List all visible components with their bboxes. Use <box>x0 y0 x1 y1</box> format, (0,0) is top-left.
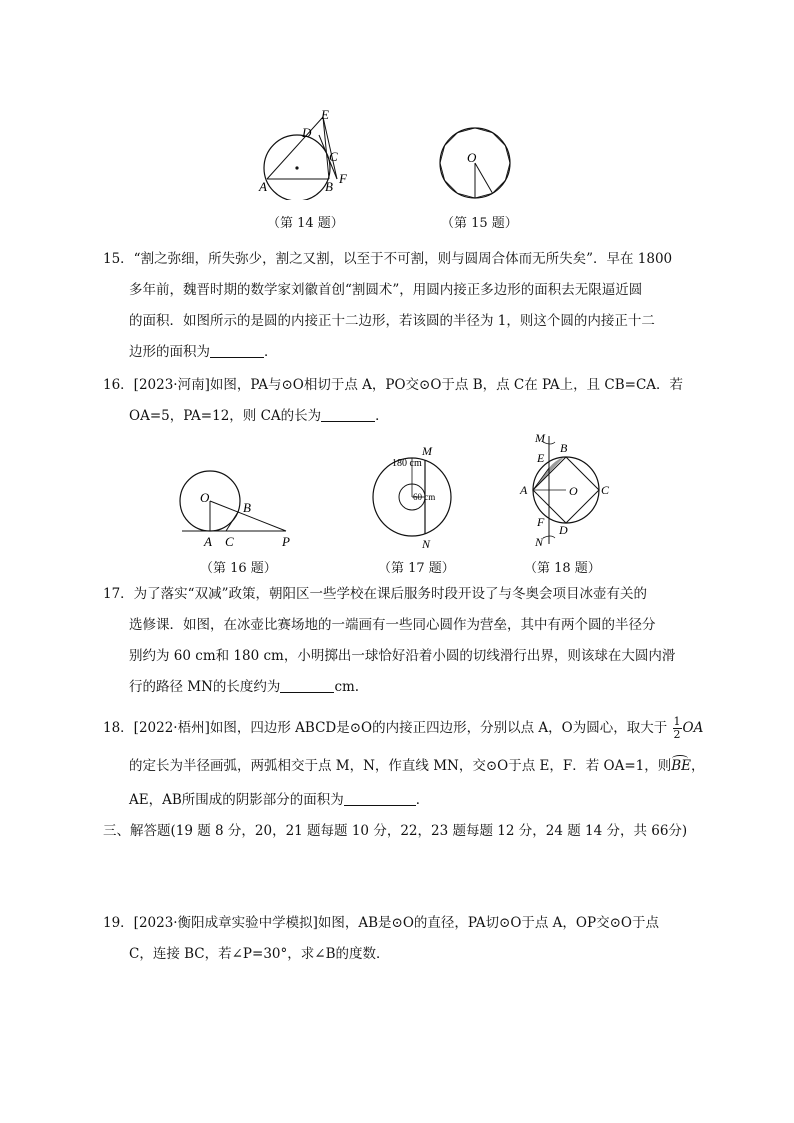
label-D: D <box>559 523 568 537</box>
q18-frac-num: 1 <box>673 715 681 728</box>
q18-line2 <box>129 754 705 774</box>
label-r-small: 60 cm <box>413 492 436 502</box>
q16-answer-blank[interactable] <box>321 407 375 422</box>
q17-line1: 17．为了落实“双减”政策，朝阳区一些学校在课后服务时段开设了与冬奥会项目冰壶有关的 <box>103 586 647 602</box>
caption-15: （第 15 题） <box>441 216 518 231</box>
q15-line4-end: ． <box>264 344 278 360</box>
label-C: C <box>225 534 234 549</box>
q18-answer-blank[interactable] <box>344 791 416 806</box>
label-B: B <box>325 179 333 194</box>
label-N: N <box>535 535 544 549</box>
q17-line3: 别约为 60 cm和 180 cm，小明掷出一球恰好沿着小圆的切线滑行出界，则该球在大圆内滑 <box>129 648 676 664</box>
q17-line2: 选修课．如图，在冰壶比赛场地的一端画有一些同心圆作为营垒，其中有两个圆的半径分 <box>129 617 656 633</box>
caption-18: （第 18 题） <box>524 561 601 576</box>
q18-line3-end: ． <box>415 792 430 808</box>
q18-frac-den: 2 <box>673 728 681 741</box>
label-N: N <box>422 537 431 551</box>
q18-line1-text: 18．[2022·梧州]如图，四边形 ABCD是⊙O的内接正四边形，分别以点 A，O为圆心，取大于 <box>103 720 668 736</box>
q18-fraction <box>673 716 682 741</box>
label-B: B <box>243 500 251 515</box>
label-A: A <box>520 483 528 497</box>
label-C: C <box>601 483 610 497</box>
figure-14 <box>255 105 365 200</box>
figure-17 <box>370 442 480 552</box>
q18-line3 <box>129 788 429 808</box>
q17-answer-blank[interactable] <box>280 678 334 693</box>
q17-line4-end: cm. <box>334 679 360 695</box>
q15-line2: 多年前，魏晋时期的数学家刘徽首创“割圆术”，用圆内接正多边形的面积去无限逼近圆 <box>129 282 643 298</box>
label-O: O <box>200 490 210 505</box>
label-A: A <box>204 534 212 549</box>
q19-line2: C，连接 BC，若∠P=30°，求∠B的度数． <box>129 946 390 962</box>
figure-16 <box>176 468 296 550</box>
q16-line2 <box>129 404 389 424</box>
label-O: O <box>569 484 578 498</box>
q16-line2-end: ． <box>375 408 389 424</box>
q17-line4-text: 行的路径 MN的长度约为 <box>129 679 281 695</box>
caption-14: （第 14 题） <box>267 216 344 231</box>
q18-line1 <box>103 716 703 741</box>
q15-line1: 15．“割之弥细，所失弥少，割之又割，以至于不可割，则与圆周合体而无所失矣”．早在 1800 <box>103 251 673 267</box>
caption-17: （第 17 题） <box>378 561 455 576</box>
label-D: D <box>302 125 312 140</box>
q15-line4 <box>129 340 278 360</box>
label-r-big: 180 cm <box>392 458 422 469</box>
q15-answer-blank[interactable] <box>210 343 264 358</box>
q16-line2-text: OA=5，PA=12，则 CA的长为 <box>129 408 322 424</box>
figure-18 <box>515 430 615 550</box>
q18-line2-text: 的定长为半径画弧，两弧相交于点 M，N，作直线 MN，交⊙O于点 E，F．若 OA=1，则 <box>129 758 672 774</box>
section-3-heading: 三、解答题(19 题 8 分，20，21 题每题 10 分，22，23 题每题 12 分，24 题 14 分，共 66分) <box>103 823 688 839</box>
label-F: F <box>537 515 545 529</box>
q18-line3-text: AE，AB所围成的阴影部分的面积为 <box>129 792 344 808</box>
q18-line2-end: ， <box>691 758 705 774</box>
label-E: E <box>321 107 329 122</box>
label-B: B <box>560 441 568 455</box>
q19-line1: 19．[2023·衡阳成章实验中学模拟]如图，AB是⊙O的直径，PA切⊙O于点 A，OP交⊙O于点 <box>103 915 659 931</box>
figure-15 <box>438 122 518 204</box>
label-A: A <box>259 179 267 194</box>
q15-line4-text: 边形的面积为 <box>129 344 210 360</box>
q17-line4 <box>129 675 359 695</box>
label-M: M <box>535 431 545 445</box>
q15-line3: 的面积．如图所示的是圆的内接正十二边形，若该圆的半径为 1，则这个圆的内接正十二 <box>129 313 655 329</box>
label-P: P <box>282 534 290 549</box>
q18-arc-text: BE <box>671 758 692 774</box>
caption-16: （第 16 题） <box>200 561 277 576</box>
label-F: F <box>339 171 347 186</box>
label-E: E <box>537 451 545 465</box>
q18-line1-end: OA <box>682 720 704 736</box>
label-C: C <box>329 149 338 164</box>
q18-arc <box>671 758 691 774</box>
q16-line1: 16．[2023·河南]如图，PA与⊙O相切于点 A，PO交⊙O于点 B，点 C在 PA上，且 CB=CA．若 <box>103 377 684 393</box>
label-O: O <box>467 150 477 165</box>
label-M: M <box>422 444 432 458</box>
